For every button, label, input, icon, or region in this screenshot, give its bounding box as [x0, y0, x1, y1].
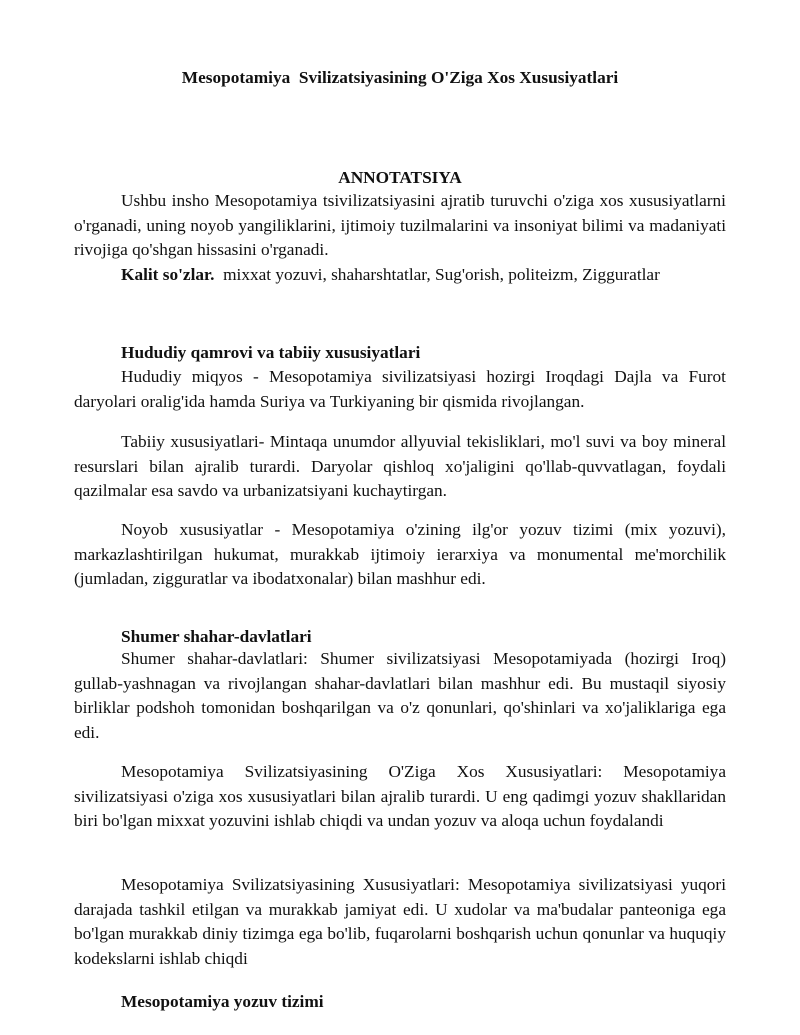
section-heading-sumer: Shumer shahar-davlatlari: [121, 627, 312, 646]
keywords-list: mixxat yozuvi, shaharshtatlar, Sug'orish, politeizm, Zigguratlar: [223, 265, 660, 284]
paragraph-unique-features: Noyob xususiyatlar - Mesopotamiya o'zining ilg'or yozuv tizimi (mix yozuvi), markazlashtirilgan hukumat, murakkab ijtimoiy ierarxiya va monumental me'morchilik (jumladan, zigguratlar va ibodatxonalar) bilan mashhur edi.: [74, 520, 726, 588]
paragraph-civilization-features: Mesopotamiya Svilizatsiyasining Xususiyatlari: Mesopotamiya sivilizatsiyasi yuqori darajada tashkil etilgan va murakkab jamiyat edi. U xudolar va ma'budalar panteoniga ega bo'lgan murakkab diniy tizimga ega bo'lib, fuqarolarni boshqarish uchun qonunlar va huquqiy kodekslarni ishlab chiqdi: [74, 875, 726, 968]
section-heading-territory: Hududiy qamrovi va tabiiy xususiyatlari: [121, 343, 421, 362]
paragraph-sumer-city-states: Shumer shahar-davlatlari: Shumer sivilizatsiyasi Mesopotamiyada (hozirgi Iroq) gullab-yashnagan va rivojlangan shahar-davlatlari bilan mashhur edi. Bu mustaqil siyosiy birliklar podshoh tomonidan boshqarilgan va o'z qonunlari, qo'shinlari va xo'jaliklariga ega edi.: [74, 649, 726, 742]
paragraph-distinct-features: Mesopotamiya Svilizatsiyasining O'Ziga Xos Xususiyatlari: Mesopotamiya sivilizatsiyasi o'ziga xos xususiyatlari bilan ajralib turardi. U eng qadimgi yozuv shakllaridan biri bo'lgan mixxat yozuvini ishlab chiqdi va undan yozuv va aloqa uchun foydalandi: [74, 762, 726, 830]
annotation-paragraph: Ushbu insho Mesopotamiya tsivilizatsiyasini ajratib turuvchi o'ziga xos xususiyatlarni o'rganadi, uning noyob yangiliklarini, ijtimoiy tuzilmalarini va insoniyat bilimi va madaniyati rivojiga qo'shgan hissasini o'rganadi.: [74, 191, 726, 259]
keywords-line: [74, 263, 726, 288]
document-title: Mesopotamiya Svilizatsiyasining O'Ziga Xos Xususiyatlari: [181, 68, 619, 87]
annotation-heading: ANNOTATSIYA: [338, 168, 462, 187]
section-heading-writing-system: Mesopotamiya yozuv tizimi: [121, 992, 324, 1011]
paragraph-territorial-scope: Hududiy miqyos - Mesopotamiya sivilizatsiyasi hozirgi Iroqdagi Dajla va Furot daryolari oralig'ida hamda Suriya va Turkiyaning bir qismida rivojlangan.: [74, 367, 726, 411]
paragraph-natural-features: Tabiiy xususiyatlari- Mintaqa unumdor allyuvial tekisliklari, mo'l suvi va boy mineral resurslari bilan ajralib turardi. Daryolar qishloq xo'jaligini qo'llab-quvvatlagan, foydali qazilmalar esa savdo va urbanizatsiyani kuchaytirgan.: [74, 432, 726, 500]
keywords-label: Kalit so'zlar.: [121, 265, 215, 284]
